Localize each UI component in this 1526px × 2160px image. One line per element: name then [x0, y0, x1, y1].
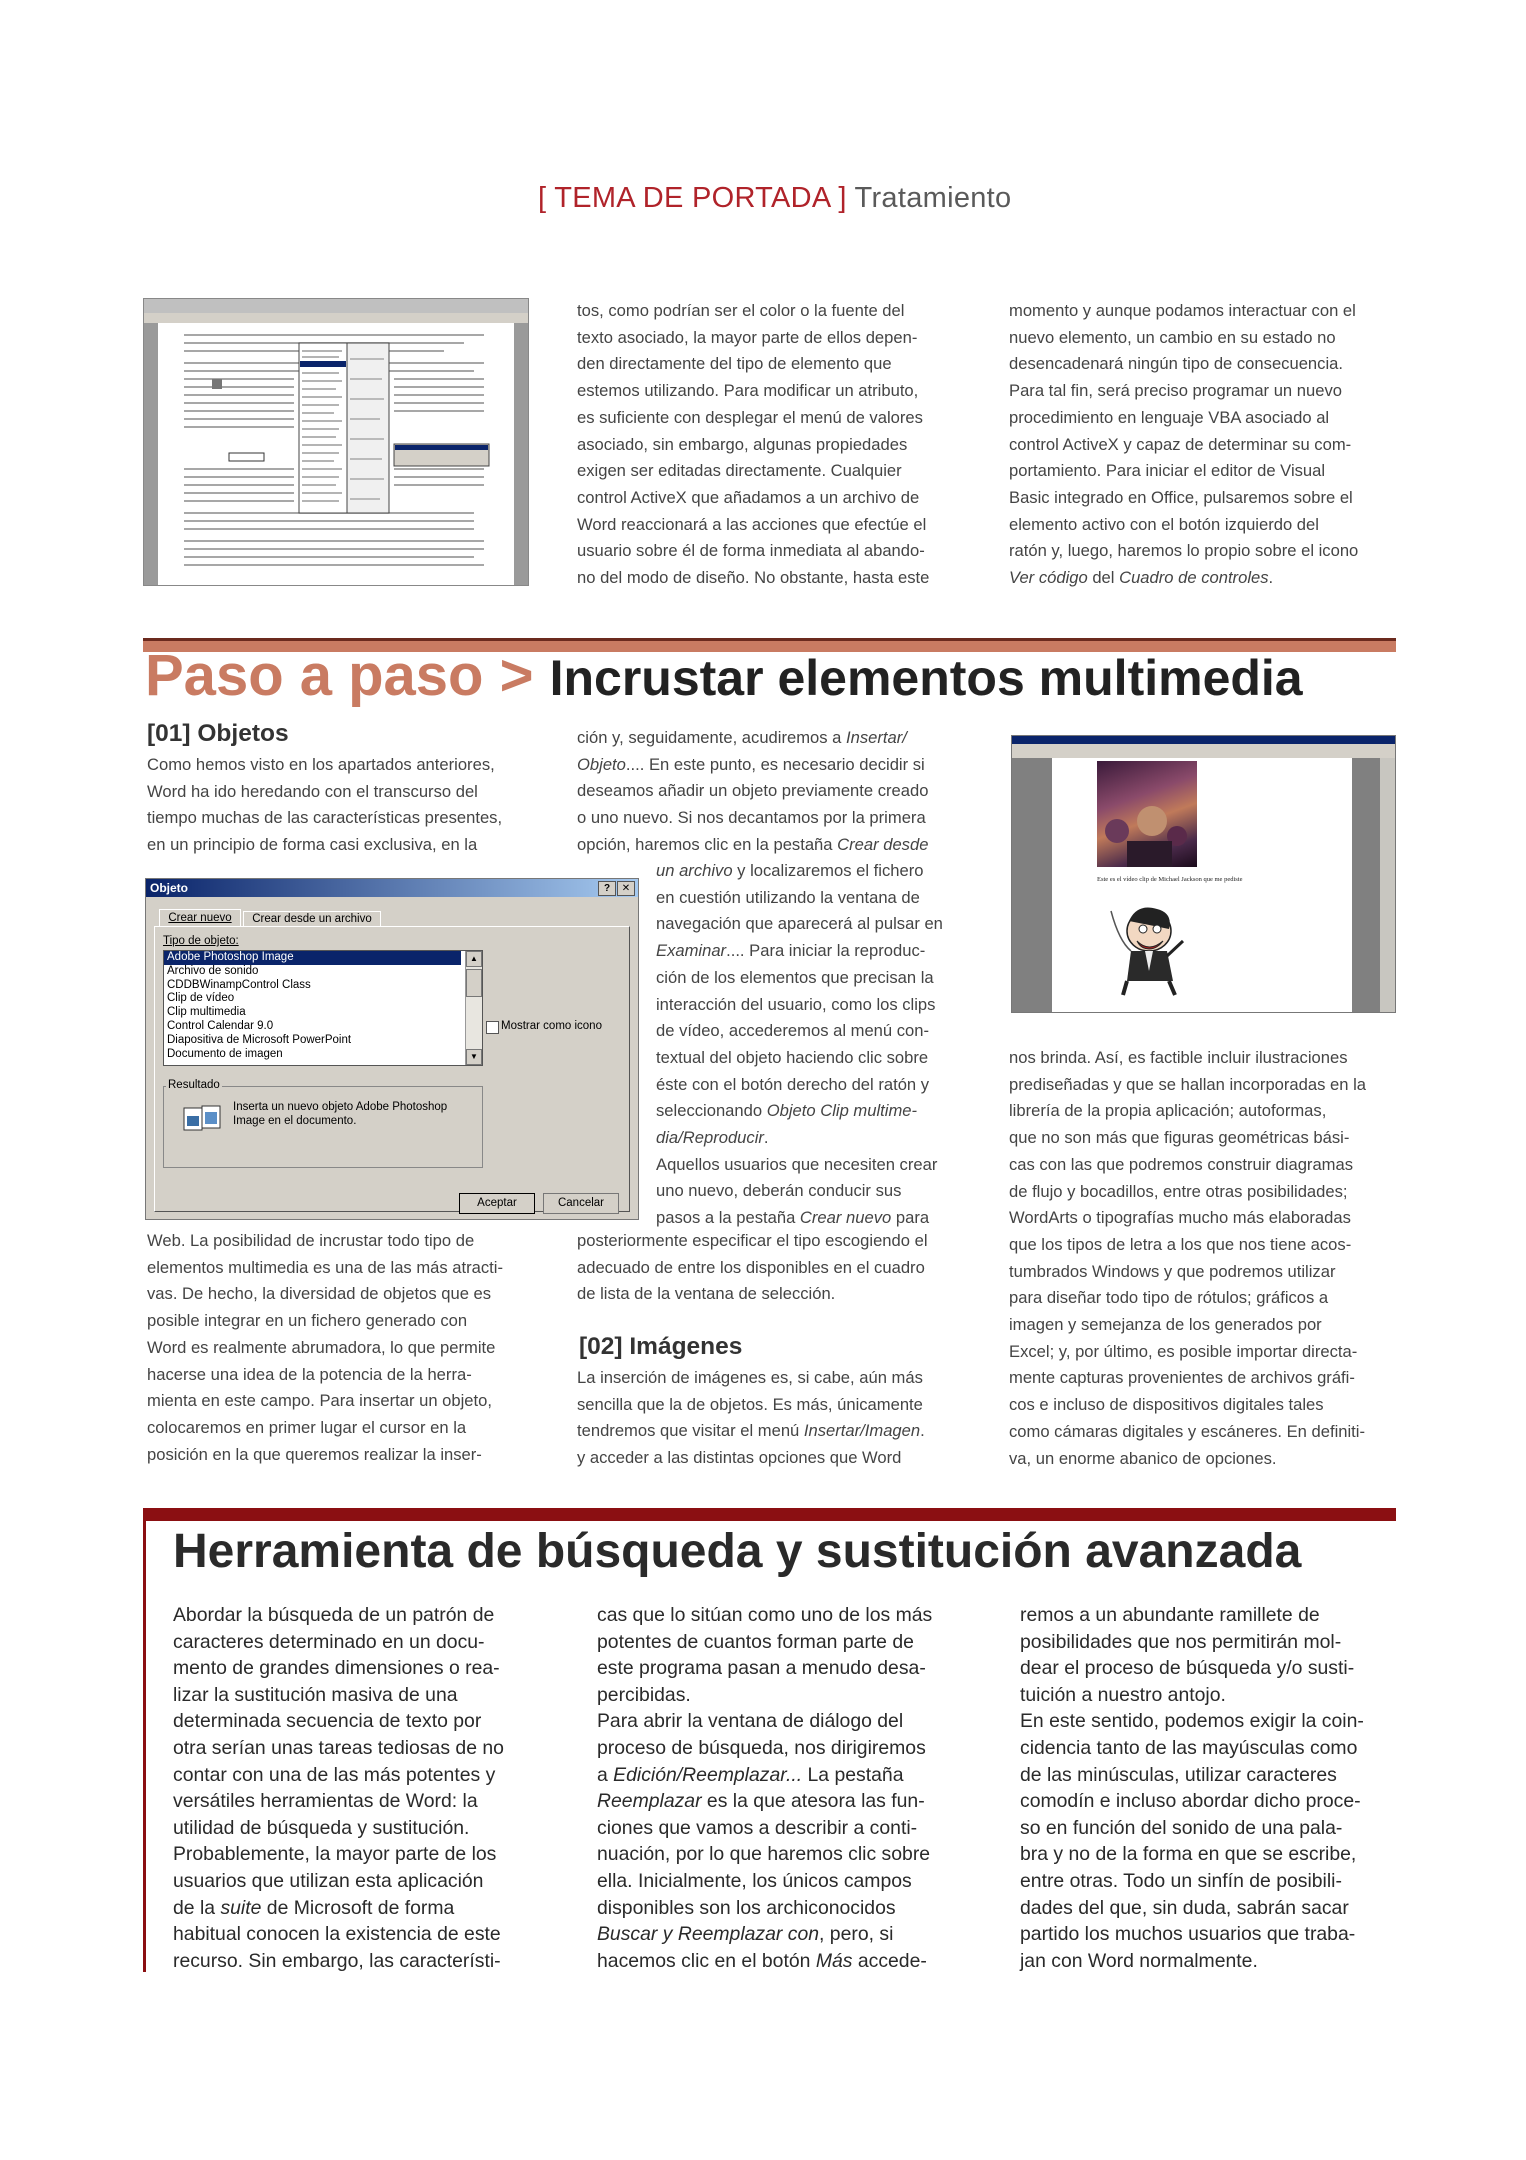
- scroll-up-icon[interactable]: ▲: [466, 951, 482, 967]
- cartoon-clipart-image: [1107, 901, 1187, 996]
- text-line: [577, 832, 987, 859]
- text-line: La inserción de imágenes es, si cabe, aún más: [577, 1368, 923, 1387]
- video-clip-image: [1097, 761, 1197, 867]
- text-line: cas que lo sitúan como uno de los más: [597, 1604, 933, 1626]
- section-label: [ TEMA DE PORTADA ]: [538, 182, 847, 214]
- text-span: opción, haremos clic en la pestaña: [577, 834, 838, 854]
- objeto-dialog: [145, 878, 639, 1220]
- step2-heading: [02] Imágenes: [579, 1333, 743, 1360]
- herramienta-column-3: [1020, 1602, 1394, 1974]
- text-line: para diseñar todo tipo de rótulos; gráficos a: [1009, 1288, 1329, 1308]
- text-span: de Microsoft de forma: [261, 1896, 455, 1919]
- text-line: tiempo muchas de las características presentes,: [147, 808, 503, 828]
- list-item[interactable]: Clip multimedia: [167, 1006, 246, 1019]
- text-span: .: [763, 1128, 769, 1148]
- emphasis: Buscar y Reemplazar con: [597, 1923, 820, 1946]
- text-line: cas con las que podremos construir diagramas: [1009, 1154, 1354, 1174]
- tab-crear-desde-archivo[interactable]: Crear desde un archivo: [243, 911, 381, 926]
- text-line: contar con una de las más potentes y: [173, 1763, 496, 1786]
- text-line: bra y no de la forma en que se escribe,: [1020, 1843, 1357, 1866]
- article-column-3: [1009, 298, 1409, 592]
- text-span: accede-: [852, 1949, 927, 1972]
- text-line: Abordar la búsqueda de un patrón de: [173, 1604, 495, 1626]
- text-line: recurso. Sin embargo, las característi-: [173, 1949, 501, 1972]
- text-line: no del modo de diseño. No obstante, hasta este: [577, 568, 930, 588]
- text-line: so en función del sonido de una pala-: [1020, 1816, 1343, 1839]
- herramienta-column-1: [173, 1602, 547, 1974]
- text-line: tumbrados Windows y que podremos utilizar: [1009, 1261, 1336, 1281]
- text-line: ella. Inicialmente, los únicos campos: [597, 1869, 912, 1892]
- text-line: va, un enorme abanico de opciones.: [1009, 1448, 1277, 1468]
- text-line: Word ha ido heredando con el transcurso del: [147, 781, 478, 801]
- text-line: elementos multimedia es una de las más atracti-: [147, 1257, 504, 1277]
- herramienta-title: Herramienta de búsqueda y sustitución avanzada: [173, 1525, 1302, 1578]
- text-line: [173, 1895, 547, 1922]
- section-header: [538, 182, 1011, 215]
- text-line: o uno nuevo. Si nos decantamos por la primera: [577, 808, 926, 828]
- window-toolbar: [1012, 744, 1395, 758]
- text-span: ción y, seguidamente, acudiremos a: [577, 728, 847, 747]
- text-line: proceso de búsqueda, nos dirigiremos: [597, 1736, 926, 1759]
- list-item[interactable]: CDDBWinampControl Class: [167, 978, 311, 991]
- text-line: Word reaccionará a las acciones que efectúe el: [577, 514, 927, 534]
- text-line: comodín e incluso abordar dicho proce-: [1020, 1790, 1361, 1813]
- scroll-thumb[interactable]: [466, 969, 482, 997]
- emphasis: un archivo: [656, 861, 733, 880]
- section-topic: Tratamiento: [854, 182, 1012, 214]
- text-line: vas. De hecho, la diversidad de objetos que es: [147, 1284, 492, 1304]
- emphasis: Objeto Clip multime-: [766, 1101, 918, 1121]
- text-line: asociado, sin embargo, algunas propiedades: [577, 434, 908, 454]
- text-line: en cuestión utilizando la ventana de: [656, 887, 920, 907]
- text-line: sencilla que la de objetos. Es más, únicamente: [577, 1394, 923, 1414]
- list-scrollbar[interactable]: [465, 951, 482, 1065]
- emphasis: Cuadro de controles: [1119, 568, 1269, 588]
- text-line: lizar la sustitución masiva de una: [173, 1683, 458, 1706]
- text-line: que los tipos de letra a los que nos tiene acos-: [1009, 1234, 1352, 1254]
- text-line: caracteres determinado en un docu-: [173, 1630, 485, 1653]
- text-line: determinada secuencia de texto por: [173, 1710, 482, 1733]
- text-line: Aquellos usuarios que necesiten crear: [656, 1154, 938, 1174]
- text-line: Para tal fin, será preciso programar un nuevo: [1009, 381, 1342, 401]
- text-span: .... Para iniciar la reproduc-: [726, 941, 926, 961]
- paso-column-2-images: [577, 1365, 987, 1472]
- text-line: [1009, 565, 1409, 592]
- text-span: y localizaremos el fichero: [732, 861, 924, 880]
- text-line: como cámaras digitales y escáneres. En definiti-: [1009, 1421, 1366, 1441]
- text-line: [597, 1788, 971, 1815]
- text-line: [597, 1921, 971, 1948]
- text-line: Web. La posibilidad de incrustar todo tipo de: [147, 1231, 475, 1250]
- tab-crear-nuevo[interactable]: Crear nuevo: [159, 909, 241, 926]
- text-line: control ActiveX y capaz de determinar su com-: [1009, 434, 1352, 454]
- text-line: WordArts o tipografías mucho más elaboradas: [1009, 1208, 1351, 1228]
- result-label: Resultado: [168, 1079, 220, 1091]
- paso-prefix: Paso a paso >: [145, 643, 534, 708]
- text-line: exigen ser editadas directamente. Cualquier: [577, 461, 902, 481]
- text-line: es suficiente con desplegar el menú de valores: [577, 407, 923, 427]
- text-line: versátiles herramientas de Word: la: [173, 1790, 478, 1813]
- text-line: de vídeo, accederemos al menú con-: [656, 1021, 930, 1041]
- emphasis: Crear nuevo: [799, 1208, 892, 1228]
- text-line: en un principio de forma casi exclusiva, en la: [147, 835, 478, 855]
- text-line: cidencia tanto de las mayúsculas como: [1020, 1736, 1358, 1759]
- text-span: pasos a la pestaña: [656, 1208, 800, 1228]
- emphasis: Crear desde: [837, 834, 929, 854]
- text-line: habitual conocen la existencia de este: [173, 1923, 501, 1946]
- text-line: nos brinda. Así, es factible incluir ilustraciones: [1009, 1048, 1348, 1067]
- text-line: nuevo elemento, un cambio en su estado no: [1009, 327, 1336, 347]
- text-span: es la que atesora las fun-: [701, 1790, 925, 1813]
- herramienta-column-2: [597, 1602, 971, 1974]
- show-as-icon-checkbox[interactable]: [486, 1021, 499, 1034]
- text-line: tuición a nuestro antojo.: [1020, 1683, 1226, 1706]
- cancel-button[interactable]: Cancelar: [543, 1193, 619, 1214]
- text-line: deseamos añadir un objeto previamente creado: [577, 781, 929, 801]
- text-line: ción de los elementos que precisan la: [656, 967, 934, 987]
- text-span: La pestaña: [802, 1763, 904, 1786]
- text-span: .... En este punto, es necesario decidir si: [625, 754, 925, 774]
- text-line: éste con el botón derecho del ratón y: [656, 1074, 930, 1094]
- text-line: tos, como podrían ser el color o la fuente del: [577, 301, 905, 320]
- dialog-title: Objeto: [150, 881, 188, 895]
- text-line: cos e incluso de dispositivos digitales tales: [1009, 1395, 1324, 1415]
- list-item[interactable]: Archivo de sonido: [167, 964, 259, 977]
- text-span: a: [597, 1763, 614, 1786]
- text-line: [577, 1418, 987, 1445]
- text-line: posteriormente especificar el tipo escogiendo el: [577, 1231, 928, 1250]
- text-line: posible integrar en un fichero generado con: [147, 1311, 468, 1331]
- word-screenshot-drawing: [144, 299, 528, 585]
- text-line: nuación, por lo que haremos clic sobre: [597, 1843, 931, 1866]
- list-item[interactable]: Diapositiva de Microsoft PowerPoint: [167, 1033, 352, 1046]
- text-line: Probablemente, la mayor parte de los: [173, 1843, 497, 1866]
- text-line: de lista de la ventana de selección.: [577, 1284, 836, 1304]
- text-line: [577, 752, 987, 779]
- emphasis: dia/Reproducir: [656, 1128, 764, 1148]
- text-line: mienta en este campo. Para insertar un objeto,: [147, 1391, 492, 1411]
- emphasis: suite: [220, 1896, 262, 1919]
- text-line: otra serían unas tareas tediosas de no: [173, 1736, 504, 1759]
- text-span: de la: [173, 1896, 221, 1919]
- text-line: uno nuevo, deberán conducir sus: [656, 1181, 902, 1201]
- emphasis: Objeto: [577, 754, 626, 774]
- text-line: posición en la que queremos realizar la inser-: [147, 1444, 482, 1464]
- emphasis: Edición/Reemplazar...: [613, 1763, 803, 1786]
- text-span: .: [1268, 568, 1274, 588]
- paso-heading: [145, 640, 1303, 714]
- text-span: para: [891, 1208, 930, 1228]
- text-line: Como hemos visto en los apartados anteriores,: [147, 755, 495, 774]
- text-line: [597, 1948, 971, 1975]
- text-line: textual del objeto haciendo clic sobre: [656, 1047, 929, 1067]
- text-line: En este sentido, podemos exigir la coin-: [1020, 1710, 1364, 1733]
- text-line: mente capturas provenientes de archivos gráfi-: [1009, 1368, 1355, 1388]
- list-item[interactable]: Documento de imagen: [167, 1047, 283, 1060]
- list-item-selected[interactable]: Adobe Photoshop Image: [164, 951, 461, 965]
- help-button[interactable]: ?: [598, 881, 616, 896]
- emphasis: Más: [815, 1949, 853, 1972]
- text-line: navegación que aparecerá al pulsar en: [656, 914, 943, 934]
- text-line: momento y aunque podamos interactuar con el: [1009, 301, 1356, 320]
- text-line: librería de la propia aplicación; autoformas,: [1009, 1101, 1327, 1121]
- text-line: imagen y semejanza de los generados por: [1009, 1315, 1322, 1335]
- text-span: hacemos clic en el botón: [597, 1949, 816, 1972]
- text-line: procedimiento en lenguaje VBA asociado al: [1009, 407, 1330, 427]
- text-line: percibidas.: [597, 1683, 691, 1706]
- text-line: entre otras. Todo un sinfín de posibili-: [1020, 1869, 1342, 1892]
- emphasis: Insertar/: [846, 728, 907, 747]
- text-line: Excel; y, por último, es posible importar directa-: [1009, 1341, 1358, 1361]
- dialog-titlebar: [146, 879, 638, 897]
- text-line: de las minúsculas, utilizar caracteres: [1020, 1763, 1337, 1786]
- text-line: Word es realmente abrumadora, lo que permite: [147, 1337, 496, 1357]
- text-line: dear el proceso de búsqueda y/o susti-: [1020, 1657, 1355, 1680]
- object-type-label: Tipo de objeto:: [163, 935, 239, 947]
- result-text: Inserta un nuevo objeto Adobe Photoshop Image en el documento.: [233, 1101, 448, 1127]
- paso-column-2-top: [577, 725, 987, 859]
- text-line: de flujo y bocadillos, entre otras posibilidades;: [1009, 1181, 1348, 1201]
- paso-column-3: [1009, 1045, 1409, 1472]
- text-line: hacerse una idea de la potencia de la herra-: [147, 1364, 472, 1384]
- ok-button[interactable]: Aceptar: [459, 1193, 535, 1214]
- text-line: y acceder a las distintas opciones que Word: [577, 1448, 902, 1468]
- text-line: este programa pasan a menudo desa-: [597, 1657, 926, 1680]
- paso-column-1-top: [147, 752, 547, 859]
- text-line: disponibles son los archiconocidos: [597, 1896, 896, 1919]
- paso-title: Incrustar elementos multimedia: [549, 650, 1303, 706]
- text-span: , pero, si: [819, 1923, 894, 1946]
- list-item[interactable]: Control Calendar 9.0: [167, 1019, 274, 1032]
- text-line: dades del que, sin duda, sabrán sacar: [1020, 1896, 1349, 1919]
- object-type-list[interactable]: [163, 950, 483, 1066]
- text-line: potentes de cuantos forman parte de: [597, 1630, 914, 1653]
- text-line: [656, 1125, 986, 1152]
- text-line: usuario sobre él de forma inmediata al abando-: [577, 541, 925, 561]
- paso-column-2-narrow: [656, 858, 986, 1232]
- list-item[interactable]: Clip de vídeo: [167, 992, 235, 1005]
- text-line: remos a un abundante ramillete de: [1020, 1604, 1320, 1626]
- photoshop-doc-icon: [182, 1104, 222, 1134]
- text-line: mento de grandes dimensiones o rea-: [173, 1657, 500, 1680]
- text-span: del: [1087, 568, 1120, 588]
- text-line: [656, 858, 986, 885]
- text-line: [656, 938, 986, 965]
- emphasis: Insertar/Imagen: [803, 1421, 921, 1441]
- scroll-down-icon[interactable]: ▼: [466, 1049, 482, 1065]
- article-column-2: [577, 298, 977, 592]
- text-line: colocaremos en primer lugar el cursor en la: [147, 1417, 467, 1437]
- text-line: ciones que vamos a describir a conti-: [597, 1816, 918, 1839]
- text-line: posibilidades que nos permitirán mol-: [1020, 1630, 1342, 1653]
- text-line: [597, 1762, 971, 1789]
- emphasis: Reemplazar: [597, 1790, 702, 1813]
- text-line: estemos utilizando. Para modificar un atributo,: [577, 381, 919, 401]
- word-images-screenshot: [1011, 735, 1396, 1013]
- text-span: seleccionando: [656, 1101, 767, 1121]
- herramienta-rule: [143, 1508, 1396, 1521]
- herramienta-side-line: [143, 1508, 146, 1972]
- text-line: [577, 725, 987, 752]
- paso-column-2-bottom: [577, 1228, 987, 1308]
- text-line: desencadenará ningún tipo de consecuencia.: [1009, 354, 1343, 374]
- text-line: usuarios que utilizan esta aplicación: [173, 1869, 484, 1892]
- text-line: interacción del usuario, como los clips: [656, 994, 936, 1014]
- text-line: [656, 1098, 986, 1125]
- text-line: que no son más que figuras geométricas bási-: [1009, 1128, 1350, 1148]
- text-line: ratón y, luego, haremos lo propio sobre el icono: [1009, 541, 1359, 561]
- text-span: .: [920, 1421, 925, 1441]
- text-line: jan con Word normalmente.: [1020, 1949, 1258, 1972]
- close-button[interactable]: ✕: [617, 881, 635, 896]
- show-as-icon-label: Mostrar como icono: [501, 1020, 602, 1032]
- text-line: den directamente del tipo de elemento que: [577, 354, 892, 374]
- emphasis: Examinar: [656, 941, 727, 961]
- window-scrollbar: [1380, 758, 1395, 1012]
- text-line: portamiento. Para iniciar el editor de Visual: [1009, 461, 1326, 481]
- text-line: prediseñadas y que se hallan incorporadas en la: [1009, 1074, 1367, 1094]
- window-titlebar: [1012, 736, 1395, 744]
- text-line: adecuado de entre los disponibles en el cuadro: [577, 1257, 925, 1277]
- text-line: partido los muchos usuarios que traba-: [1020, 1923, 1356, 1946]
- text-line: Para abrir la ventana de diálogo del: [597, 1710, 904, 1733]
- text-line: Basic integrado en Office, pulsaremos sobre el: [1009, 487, 1353, 507]
- emphasis: Ver código: [1009, 568, 1088, 588]
- text-span: tendremos que visitar el menú: [577, 1421, 804, 1441]
- text-line: control ActiveX que añadamos a un archivo de: [577, 487, 920, 507]
- paso-column-1-bottom: [147, 1228, 547, 1468]
- text-line: texto asociado, la mayor parte de ellos depen-: [577, 327, 918, 347]
- text-line: elemento activo con el botón izquierdo del: [1009, 514, 1319, 534]
- step1-heading: [01] Objetos: [147, 720, 289, 747]
- video-caption: Este es el vídeo clip de Michael Jackson que me pediste: [1097, 876, 1243, 883]
- word-properties-screenshot: [143, 298, 529, 586]
- text-line: utilidad de búsqueda y sustitución.: [173, 1816, 470, 1839]
